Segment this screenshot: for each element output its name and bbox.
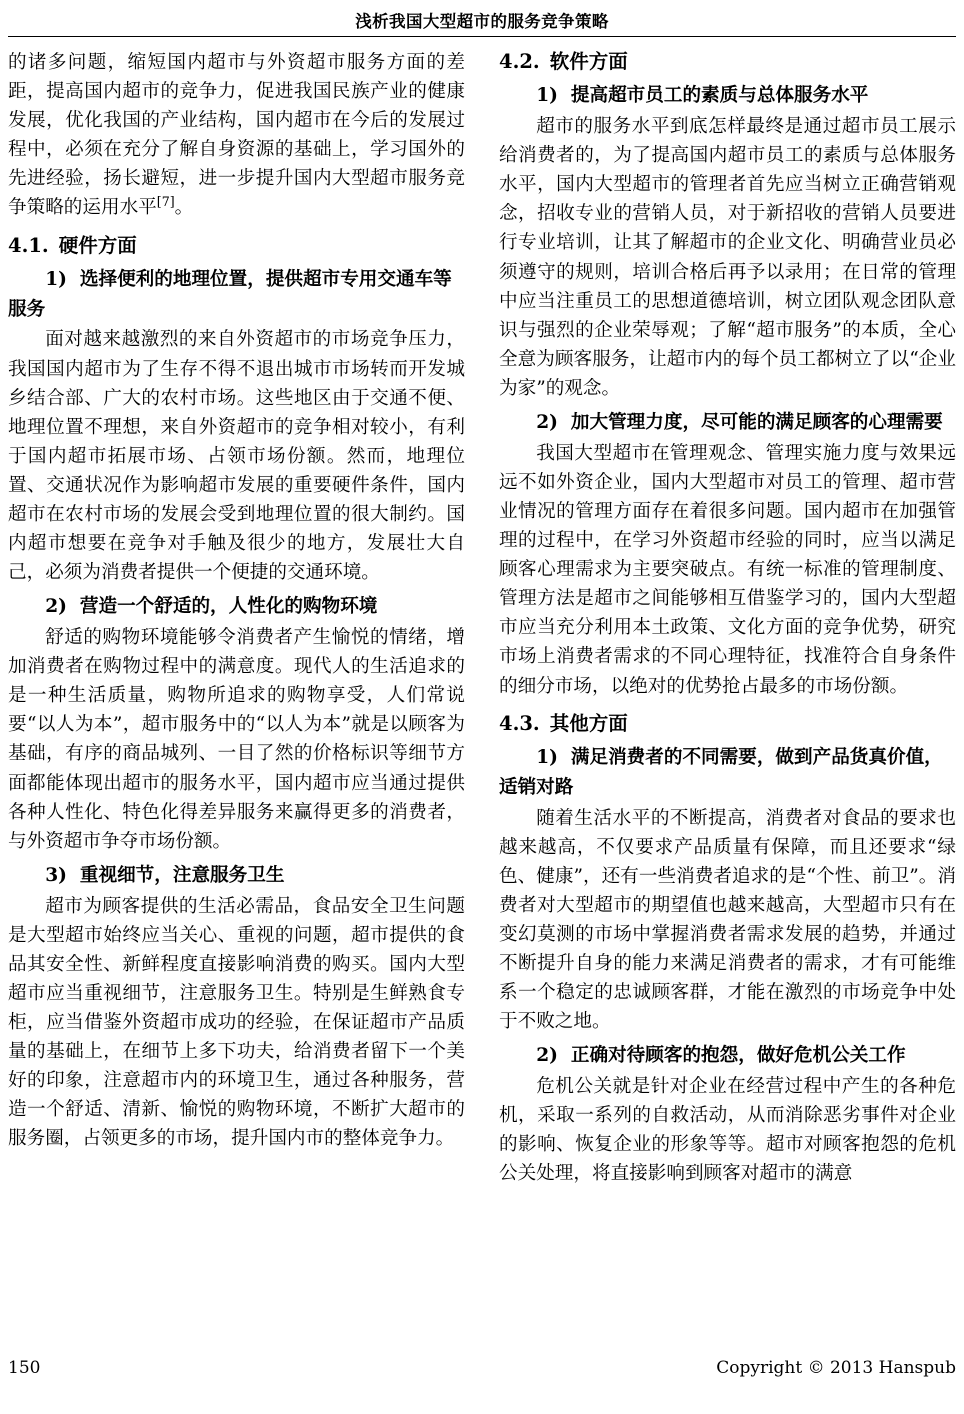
header-divider — [8, 36, 956, 37]
paragraph-4-1-2: 舒适的购物环境能够令消费者产生愉悦的情绪，增加消费者在购物过程中的满意度。现代人的生活追求的是一种生活质量，购物所追求的购物享受，人们常说要“以人为本”，超市服务中的“以人为本”就是以顾客为基础，有序的商品城列、一目了然的价格标识等细节方面都能体现出超市的服务水平，国内超市应当通过提供各种人性化、特色化得差异服务来赢得更多的消费者，与外资超市争夺市场份额。 — [8, 627, 465, 852]
subheading-4-1-3-title: 重视细节，注意服务卫生 — [79, 864, 285, 886]
paragraph-4-2-1: 超市的服务水平到底怎样最终是通过超市员工展示给消费者的，为了提高国内超市员工的素质与总体服务水平，国内大型超市的管理者首先应当树立正确营销观念，招收专业的营销人员，对于新招收的营销人员要进行专业培训，让其了解超市的企业文化、明确营业员必须遵守的规则，培训合格后再予以录用；在日常的管理中应当注重员工的思想道德培训，树立团队观念团队意识与强烈的企业荣辱观；了解“超市服务”的本质，全心全意为顾客服务，让超市内的每个员工都树立了以“企业为家”的观念。 — [499, 116, 956, 399]
paragraph-4-1-1: 面对越来越激烈的来自外资超市的市场竞争压力，我国国内超市为了生存不得不退出城市市场转而开发城乡结合部、广大的农村市场。这些地区由于交通不便、地理位置不理想，来自外资超市的竞争相对较小，有利于国内超市拓展市场、占领市场份额。然而，地理位置、交通状况作为影响超市发展的重要硬件条件，国内超市在农村市场的发展会受到地理位置的很大制约。国内超市想要在竞争对手触及很少的地方，发展壮大自己，必须为消费者提供一个便捷的交通环境。 — [8, 329, 465, 584]
subheading-4-2-1-title: 提高超市员工的素质与总体服务水平 — [570, 85, 869, 107]
subheading-4-1-3 — [8, 862, 465, 891]
subheading-4-2-2-label: 2) — [536, 412, 558, 434]
subheading-4-1-2-label: 2) — [45, 596, 67, 618]
subheading-4-3-2 — [499, 1042, 956, 1071]
subheading-4-1-2-title: 营造一个舒适的，人性化的购物环境 — [79, 596, 378, 618]
heading-4-1-title: 硬件方面 — [58, 233, 137, 257]
two-column-body — [8, 48, 956, 1338]
heading-4-2 — [499, 48, 956, 76]
subheading-4-2-2-title: 加大管理力度，尽可能的满足顾客的心理需要 — [570, 412, 943, 434]
paragraph-4-1-3: 超市为顾客提供的生活必需品，食品安全卫生问题是大型超市始终应当关心、重视的问题，超市提供的食品其安全性、新鲜程度直接影响消费的购买。国内大型超市应当重视细节，注意服务卫生。特别是生鲜熟食专柜，应当借鉴外资超市成功的经验，在保证超市产品质量的基础上，在细节上多下功夫，给消费者留下一个美好的印象，注意超市内的环境卫生，通过各种服务，营造一个舒适、清新、愉悦的购物环境，不断扩大超市的服务圈，占领更多的市场，提升国内市的整体竞争力。 — [8, 895, 465, 1150]
continued-paragraph — [8, 48, 465, 223]
subheading-4-1-1 — [8, 266, 465, 295]
subheading-4-1-2 — [8, 593, 465, 622]
subheading-4-3-1-label: 1) — [536, 746, 558, 768]
heading-4-2-number: 4.2. — [499, 50, 540, 73]
subheading-4-3-1-continued: 适销对路 — [499, 776, 574, 798]
heading-4-1-number: 4.1. — [8, 233, 49, 257]
paragraph-4-3-1: 随着生活水平的不断提高，消费者对食品的要求也越来越高，不仅要求产品质量有保障，而且还要求“绿色、健康”，还有一些消费者追求的是“个性、前卫”。消费者对大型超市的期望值也越来越高，大型超市只有在变幻莫测的市场中掌握消费者需求发展的趋势，并通过不断提升自身的能力来满足消费者的需求，才有可能维系一个稳定的忠诚顾客群，才能在激烈的市场竞争中处于不败之地。 — [499, 807, 956, 1033]
subheading-4-1-1-label: 1) — [45, 268, 67, 290]
paragraph-4-3-2: 危机公关就是针对企业在经营过程中产生的各种危机，采取一系列的自救活动，从而消除恶劣事件对企业的影响、恢复企业的形象等等。超市对顾客抱怨的危机公关处理，将直接影响到顾客对超市的满意 — [499, 1076, 956, 1185]
copyright-notice: Copyright © 2013 Hanspub — [716, 1358, 956, 1378]
subheading-4-2-1-label: 1) — [536, 85, 558, 107]
page-number: 150 — [8, 1358, 41, 1378]
subheading-4-1-1-title: 选择便利的地理位置，提供超市专用交通车等 — [79, 268, 452, 290]
continued-paragraph-tail: 。 — [174, 197, 194, 219]
paragraph-4-2-2: 我国大型超市在管理观念、管理实施力度与效果远远不如外资企业，国内大型超市对员工的管理、超市营业情况的管理方面存在着很多问题。国内超市在加强管理的过程中，在学习外资超市经验的同时，应当以满足顾客心理需求为主要突破点。有统一标准的管理制度、管理方法是超市之间能够相互借鉴学习的，国内大型超市应当充分利用本土政策、文化方面的竞争优势，研究市场上消费者需求的不同心理特征，找准符合自身条件的细分市场，以绝对的优势抢占最多的市场份额。 — [499, 442, 956, 697]
right-column — [499, 48, 956, 1338]
subheading-4-3-2-label: 2) — [536, 1045, 558, 1067]
heading-4-3 — [499, 710, 956, 738]
heading-4-3-number: 4.3. — [499, 711, 540, 735]
heading-4-3-title: 其他方面 — [549, 711, 628, 735]
left-column — [8, 48, 465, 1338]
subheading-4-3-2-title: 正确对待顾客的抱怨，做好危机公关工作 — [570, 1045, 906, 1067]
subheading-4-1-3-label: 3) — [45, 864, 67, 886]
subheading-4-2-1 — [499, 82, 956, 111]
heading-4-2-title: 软件方面 — [549, 50, 628, 73]
heading-4-1 — [8, 232, 465, 260]
subheading-4-3-1 — [499, 744, 956, 773]
citation-marker: [7] — [156, 194, 175, 210]
page-footer — [8, 1358, 956, 1378]
subheading-4-3-1-title: 满足消费者的不同需要，做到产品货真价值， — [570, 746, 943, 768]
running-head: 浅析我国大型超市的服务竞争策略 — [355, 12, 609, 31]
subheading-4-2-2 — [499, 409, 956, 438]
continued-paragraph-text: 的诸多问题，缩短国内超市与外资超市服务方面的差距，提高国内超市的竞争力，促进我国民族产业的健康发展，优化我国的产业结构，国内超市在今后的发展过程中，必须在充分了解自身资源的基础上，学习国外的先进经验，扬长避短，进一步提升国内大型超市服务竞争策略的运用水平 — [8, 52, 465, 219]
subheading-4-1-1-continued: 服务 — [8, 298, 46, 320]
